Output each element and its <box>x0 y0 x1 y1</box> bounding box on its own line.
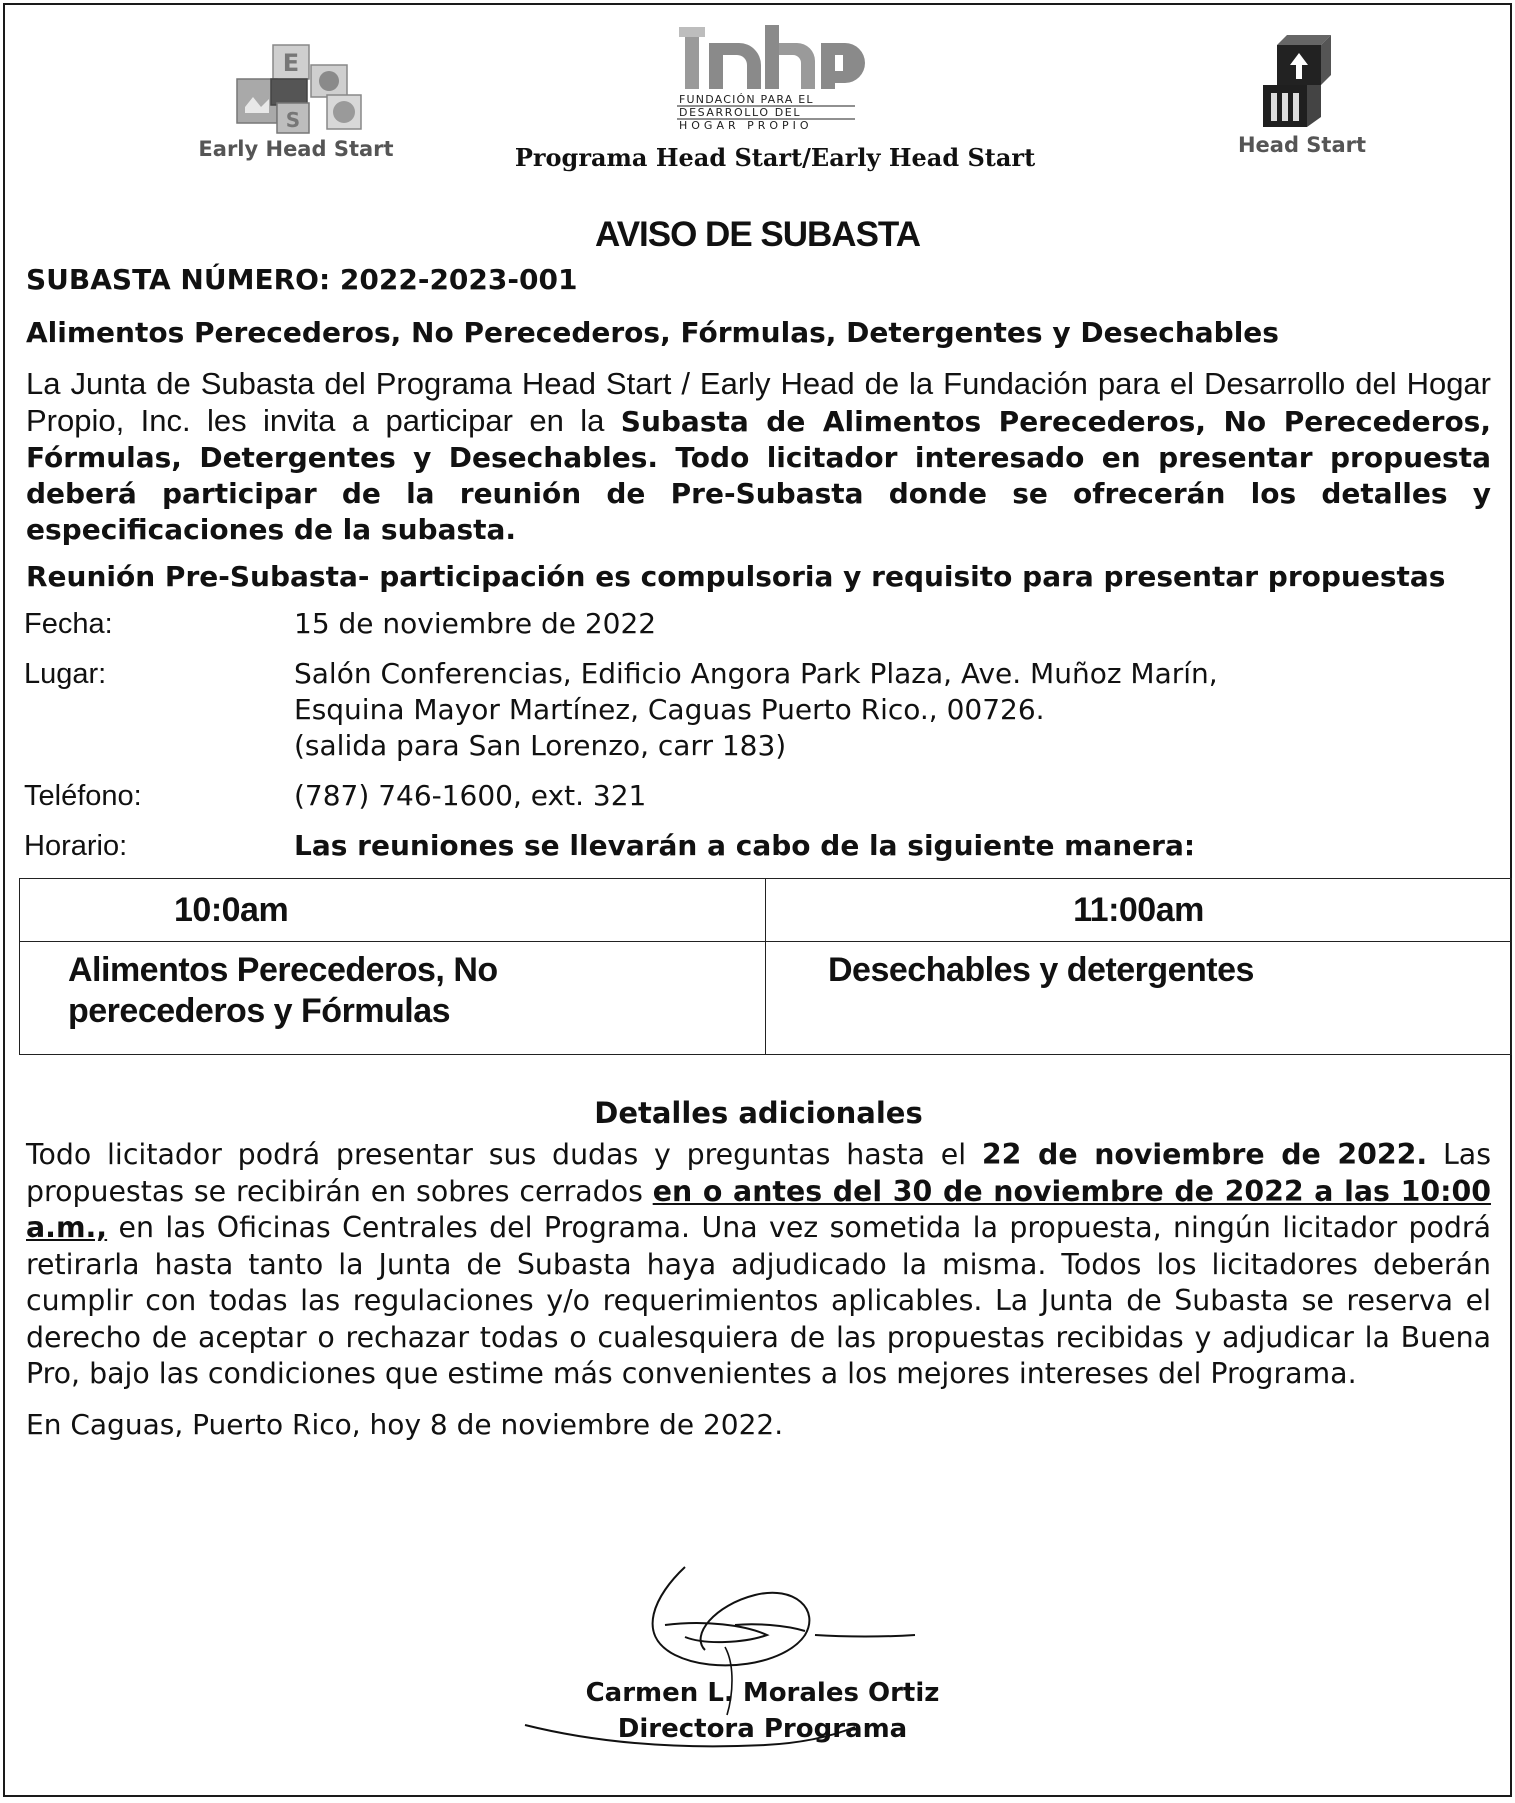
place-value <box>294 656 1218 764</box>
details-text: en las Oficinas Centrales del Programa. Una vez sometida la propuesta, ningún licitador podrá retirarla hasta tanto la Junta de Subasta haya adjudicado la misma. Todos los licitadores deberán cumplir con todas las regulaciones y/o requerimientos aplicables. La Junta de Subasta se reserva el derecho de aceptar o rechazar todas o cualesquiera de las propuestas recibidas y adjudicar la Buena Pro, bajo las condiciones que estime más convenientes a los mejores intereses del Programa. <box>26 1211 1491 1390</box>
schedule-table <box>19 878 1512 1055</box>
left-logo-caption: Early Head Start <box>198 137 394 161</box>
signatory <box>5 1675 1515 1747</box>
time-cell-2: 11:00am <box>766 879 1512 942</box>
svg-text:FUNDACIÓN PARA EL: FUNDACIÓN PARA EL <box>679 93 814 106</box>
phone-value: (787) 746-1600, ext. 321 <box>294 779 647 812</box>
auction-subject: Alimentos Perecederos, No Perecederos, Fórmulas, Detergentes y Desechables <box>26 316 1279 349</box>
notice-page <box>3 3 1512 1797</box>
svg-text:HOGAR PROPIO: HOGAR PROPIO <box>679 119 813 132</box>
intro-paragraph <box>26 366 1491 548</box>
details-text: Todo licitador podrá presentar sus dudas y preguntas hasta el <box>26 1138 982 1171</box>
details-title: Detalles adicionales <box>594 1096 923 1130</box>
phone-label: Teléfono: <box>24 780 142 812</box>
schedule-label: Horario: <box>24 830 128 862</box>
early-head-start-logo <box>181 43 411 171</box>
intro-bold-text: Subasta de Alimentos Perecederos, No Perecederos, Fórmulas, Detergentes y Desechables. Todo licitador interesado en presentar propuesta deberá participar de la reunión de Pre-Subasta donde se ofrecerán los detalles y especificaciones de la subasta. <box>26 405 1491 546</box>
notice-body <box>5 263 1510 1443</box>
topic-cell-2: Desechables y detergentes <box>766 942 1512 1055</box>
details-text: Las propuestas se recibirán en sobres cerrados <box>26 1138 1491 1208</box>
place-line: Salón Conferencias, Edificio Angora Park Plaza, Ave. Muñoz Marín, <box>294 657 1218 690</box>
place-line: Esquina Mayor Martínez, Caguas Puerto Rico., 00726. <box>294 693 1045 726</box>
auction-number: SUBASTA NÚMERO: 2022-2023-001 <box>26 263 578 296</box>
time-cell-1: 10:0am <box>20 879 766 942</box>
date-row <box>26 606 1491 642</box>
svg-text:DESARROLLO DEL: DESARROLLO DEL <box>679 106 802 119</box>
signatory-role: Directora Programa <box>617 1714 908 1744</box>
notice-title: AVISO DE SUBASTA <box>595 215 920 254</box>
questions-deadline: 22 de noviembre de 2022. <box>981 1138 1428 1171</box>
phone-row <box>26 778 1491 814</box>
signatory-name: Carmen L. Morales Ortiz <box>585 1678 940 1708</box>
svg-text:S: S <box>285 108 301 132</box>
place-label: Lugar: <box>24 658 107 690</box>
program-title: Programa Head Start/Early Head Start <box>514 143 1036 172</box>
schedule-topics-row <box>20 942 1512 1055</box>
right-logo-caption: Head Start <box>1237 133 1367 157</box>
schedule-value: Las reuniones se llevarán a cabo de la siguiente manera: <box>294 829 1196 862</box>
fdhp-monogram-icon <box>675 25 875 137</box>
svg-text:E: E <box>282 49 300 77</box>
place-row <box>26 656 1491 764</box>
signature-block <box>5 1565 1510 1775</box>
schedule-row <box>26 828 1491 864</box>
meeting-info <box>26 606 1491 864</box>
meeting-heading: Reunión Pre-Subasta- participación es compulsoria y requisito para presentar propuestas <box>26 560 1446 593</box>
date-label: Fecha: <box>24 608 113 640</box>
fdhp-logo <box>475 25 1075 172</box>
head-start-blocks-icon <box>1257 31 1347 131</box>
topic-line: perecederos y Fórmulas <box>68 992 451 1030</box>
head-start-logo <box>1227 31 1377 157</box>
place-line: (salida para San Lorenzo, carr 183) <box>294 729 787 762</box>
closing-line: En Caguas, Puerto Rico, hoy 8 de noviembre de 2022. <box>26 1407 784 1441</box>
toy-blocks-icon <box>211 43 381 135</box>
schedule-times-row <box>20 879 1512 942</box>
date-value: 15 de noviembre de 2022 <box>294 607 657 640</box>
submission-deadline: en o antes del 30 de noviembre de 2022 a las 10:00 a.m., <box>26 1174 1491 1244</box>
header <box>5 5 1510 195</box>
topic-cell-1 <box>20 942 766 1055</box>
details-paragraph <box>26 1137 1491 1393</box>
intro-plain-text: La Junta de Subasta del Programa Head Start / Early Head de la Fundación para el Desarrollo del Hogar Propio, Inc. les invita a participar en la <box>26 366 1491 438</box>
topic-line: Alimentos Perecederos, No <box>68 951 498 989</box>
